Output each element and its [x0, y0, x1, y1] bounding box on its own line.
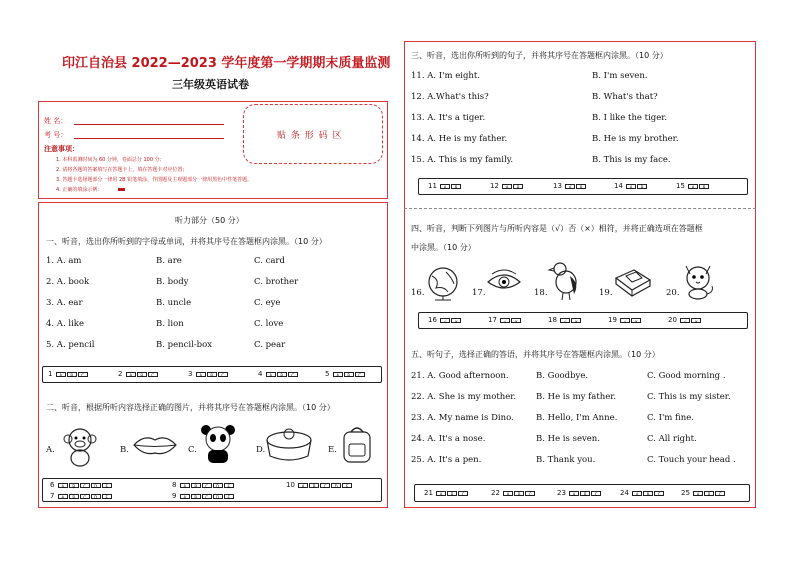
answer-9[interactable]: 9 A B C D E: [172, 492, 234, 500]
answer-11[interactable]: 11 A B: [428, 182, 461, 190]
q2-a: 2. A. book: [46, 277, 90, 287]
page-title: 印江自治县 2022—2023 学年度第一学期期末质量监测: [62, 56, 391, 71]
pic-label-e: E.: [328, 445, 337, 455]
globe-icon: [424, 266, 462, 302]
answer-16[interactable]: 16 √ ✕: [428, 316, 461, 324]
q21-a: 21. A. Good afternoon.: [411, 371, 509, 381]
answer-8[interactable]: 8 A B C D E: [172, 481, 234, 489]
q21-c: C. Good morning .: [647, 371, 726, 381]
answer-12[interactable]: 12 A B: [490, 182, 523, 190]
q25-c: C. Touch your head .: [647, 455, 736, 465]
q5-a: 5. A. pencil: [46, 340, 95, 350]
q4-a: 4. A. like: [46, 319, 84, 329]
name-line[interactable]: [74, 124, 224, 125]
q11-a: 11. A. I'm eight.: [411, 71, 481, 81]
cat-icon: [680, 262, 718, 300]
answer-19[interactable]: 19 √ ✕: [608, 316, 641, 324]
q1-a: 1. A. am: [46, 256, 82, 266]
sec4-title-line1: 四、听音，判断下列图片与所听内容是（√）否（×）相符，并将正确选项在答题框: [411, 224, 703, 233]
q23-a: 23. A. My name is Dino.: [411, 413, 514, 423]
answer-14[interactable]: 14 A B: [614, 182, 647, 190]
pic-label-17: 17.: [472, 288, 486, 298]
answer-23[interactable]: 23 A B C: [557, 489, 601, 497]
sec1-title: 一、听音，选出你所听到的字母或单词，并将其序号在答题框内涂黑。（10 分）: [46, 237, 327, 246]
listening-heading: 听力部分（50 分）: [175, 216, 244, 225]
panda-icon: [200, 424, 236, 466]
barcode-label: 贴 条 形 码 区: [277, 131, 343, 141]
q21-b: B. Goodbye.: [536, 371, 589, 381]
answer-5[interactable]: 5 A B C: [325, 370, 365, 378]
q15-b: B. This is my face.: [592, 155, 671, 165]
mouth-icon: [132, 434, 178, 456]
q15-a: 15. A. This is my family.: [411, 155, 514, 165]
q22-c: C. This is my sister.: [647, 392, 731, 402]
note-4: 4. 正确的填涂示例：: [56, 187, 103, 193]
answer-20[interactable]: 20 √ ✕: [668, 316, 701, 324]
q24-b: B. He is seven.: [536, 434, 600, 444]
page-subtitle: 三年级英语试卷: [172, 78, 249, 91]
q12-b: B. What's that?: [592, 92, 658, 102]
q14-b: B. He is my brother.: [592, 134, 679, 144]
pic-label-c: C.: [188, 445, 197, 455]
pic-label-a: A.: [46, 445, 55, 455]
q11-b: B. I'm seven.: [592, 71, 648, 81]
pic-label-b: B.: [120, 445, 129, 455]
q14-a: 14. A. He is my father.: [411, 134, 508, 144]
q25-b: B. Thank you.: [536, 455, 596, 465]
notes-title: 注意事项：: [44, 145, 79, 153]
filled-sample: [118, 188, 125, 191]
section-divider: [404, 208, 756, 209]
q1-b: B. are: [156, 256, 182, 266]
answer-2[interactable]: 2 A B C: [118, 370, 158, 378]
pic-label-19: 19.: [599, 288, 613, 298]
answer-13[interactable]: 13 A B: [553, 182, 586, 190]
answer-3[interactable]: 3 A B C: [188, 370, 228, 378]
id-line[interactable]: [74, 138, 224, 139]
q13-b: B. I like the tiger.: [592, 113, 668, 123]
q24-c: C. All right.: [647, 434, 697, 444]
sec4-title-line2: 中涂黑。（10 分）: [411, 243, 476, 252]
sec3-title: 三、听音，选出你所听到的句子，并将其序号在答题框内涂黑。（10 分）: [411, 51, 668, 60]
answer-15[interactable]: 15 A B: [676, 182, 709, 190]
answer-25[interactable]: 25 A B C: [681, 489, 725, 497]
pic-label-18: 18.: [534, 288, 548, 298]
q4-c: C. love: [254, 319, 284, 329]
book-icon: [612, 266, 652, 298]
name-label: 姓 名：: [44, 117, 68, 125]
q23-b: B. Hello, I'm Anne.: [536, 413, 618, 423]
q25-a: 25. A. It's a pen.: [411, 455, 482, 465]
answer-10[interactable]: 10 A B C D E: [286, 481, 352, 489]
eye-icon: [486, 268, 522, 294]
answer-17[interactable]: 17 √ ✕: [488, 316, 521, 324]
sec5-title: 五、听句子，选择正确的答语，并将其序号在答题框内涂黑。（10 分）: [411, 350, 660, 359]
monkey-icon: [58, 424, 102, 468]
cake-icon: [264, 426, 314, 464]
answer-24[interactable]: 24 A B C: [620, 489, 664, 497]
answer-7[interactable]: 7 A B C D E: [50, 492, 112, 500]
answer-1[interactable]: 1 A B C: [48, 370, 88, 378]
q24-a: 24. A. It's a nose.: [411, 434, 486, 444]
q12-a: 12. A.What's this?: [411, 92, 489, 102]
answer-21[interactable]: 21 A B C: [424, 489, 468, 497]
pic-label-16: 16.: [411, 288, 425, 298]
q3-a: 3. A. ear: [46, 298, 83, 308]
q1-c: C. card: [254, 256, 285, 266]
pic-label-20: 20.: [666, 288, 680, 298]
pic-label-d: D.: [256, 445, 266, 455]
answer-22[interactable]: 22 A B C: [491, 489, 535, 497]
answer-6[interactable]: 6 A B C D E: [50, 481, 112, 489]
answer-4[interactable]: 4 A B C: [258, 370, 298, 378]
q22-b: B. He is my father.: [536, 392, 617, 402]
bird-icon: [548, 260, 584, 302]
q22-a: 22. A. She is my mother.: [411, 392, 517, 402]
q5-b: B. pencil-box: [156, 340, 213, 350]
q2-b: B. body: [156, 277, 189, 287]
q5-c: C. pear: [254, 340, 286, 350]
note-1: 1. 本科监测时间为 60 分钟，卷面总分 100 分；: [56, 157, 165, 163]
q4-b: B. lion: [156, 319, 184, 329]
id-label: 考 号：: [44, 131, 68, 139]
note-3: 3. 答题卡选择题部分一律用 2B 铅笔填涂，作图题及主观题部分一律用黑色中性笔答题。: [56, 177, 253, 183]
answer-18[interactable]: 18 √ ✕: [548, 316, 581, 324]
q3-c: C. eye: [254, 298, 281, 308]
q3-b: B. uncle: [156, 298, 192, 308]
note-2: 2. 请将各题的答案填写在答题卡上，填在答题卡对应位置；: [56, 167, 188, 173]
schoolbag-icon: [340, 424, 374, 464]
q13-a: 13. A. It's a tiger.: [411, 113, 486, 123]
q2-c: C. brother: [254, 277, 299, 287]
sec2-title: 二、听音，根据所听内容选择正确的图片，并将其序号在答题框内涂黑。（10 分）: [46, 403, 335, 412]
q23-c: C. I'm fine.: [647, 413, 694, 423]
